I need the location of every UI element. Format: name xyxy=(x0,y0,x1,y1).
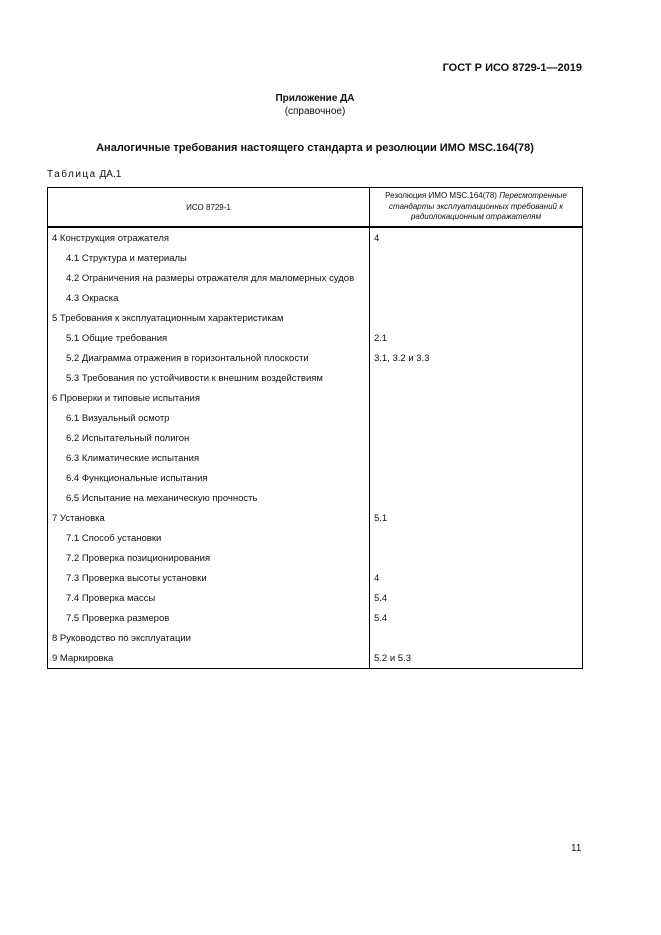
row-reference xyxy=(370,448,583,468)
row-item: 7.1 Способ установки xyxy=(48,528,370,548)
table-row xyxy=(48,628,583,648)
table-row xyxy=(48,308,583,328)
table-row xyxy=(48,408,583,428)
row-reference xyxy=(370,308,583,328)
row-reference: 4 xyxy=(370,227,583,248)
row-reference xyxy=(370,368,583,388)
row-reference xyxy=(370,248,583,268)
table-header-row xyxy=(48,188,583,228)
row-reference: 3.1, 3.2 и 3.3 xyxy=(370,348,583,368)
row-reference: 5.1 xyxy=(370,508,583,528)
row-reference xyxy=(370,488,583,508)
row-item: 7.4 Проверка массы xyxy=(48,588,370,608)
row-item: 6.3 Климатические испытания xyxy=(48,448,370,468)
header-resolution-title: Пересмотренные стандарты эксплуатационных требований к радиолокационным отражателям xyxy=(389,191,567,222)
table-caption-number: ДА.1 xyxy=(99,169,122,180)
table-row xyxy=(48,468,583,488)
row-reference: 5.2 и 5.3 xyxy=(370,648,583,669)
table-row xyxy=(48,428,583,448)
row-reference: 5.4 xyxy=(370,608,583,628)
row-item: 6.2 Испытательный полигон xyxy=(48,428,370,448)
row-item: 4.3 Окраска xyxy=(48,288,370,308)
table-row xyxy=(48,388,583,408)
appendix-subtitle: (справочное) xyxy=(284,106,346,117)
table-caption xyxy=(47,169,121,180)
row-reference: 4 xyxy=(370,568,583,588)
row-item: 4.2 Ограничения на размеры отражателя для маломерных судов xyxy=(48,268,370,288)
row-item: 5.3 Требования по устойчивости к внешним воздействиям xyxy=(48,368,370,388)
row-item: 6.5 Испытание на механическую прочность xyxy=(48,488,370,508)
row-item: 7.5 Проверка размеров xyxy=(48,608,370,628)
table-row xyxy=(48,288,583,308)
row-item: 6.4 Функциональные испытания xyxy=(48,468,370,488)
table-row xyxy=(48,268,583,288)
row-reference: 5.4 xyxy=(370,588,583,608)
table-row xyxy=(48,488,583,508)
appendix-heading xyxy=(0,92,630,118)
header-resolution-prefix: Резолюция ИМО MSC.164(78) xyxy=(385,191,497,201)
table-row xyxy=(48,648,583,669)
table-row xyxy=(48,368,583,388)
page-number: 11 xyxy=(571,843,582,854)
row-item: 5.1 Общие требования xyxy=(48,328,370,348)
standard-designation: ГОСТ Р ИСО 8729-1—2019 xyxy=(442,62,582,74)
table-row xyxy=(48,568,583,588)
table-row xyxy=(48,348,583,368)
appendix-title: Приложение ДА xyxy=(275,93,355,104)
comparison-table xyxy=(47,187,583,669)
row-reference xyxy=(370,428,583,448)
row-item: 4 Конструкция отражателя xyxy=(48,227,370,248)
row-reference: 2.1 xyxy=(370,328,583,348)
row-item: 4.1 Структура и материалы xyxy=(48,248,370,268)
row-reference xyxy=(370,468,583,488)
table-row xyxy=(48,588,583,608)
section-heading: Аналогичные требования настоящего стандарта и резолюции ИМО MSC.164(78) xyxy=(96,142,534,154)
row-item: 7.2 Проверка позиционирования xyxy=(48,548,370,568)
row-item: 6 Проверки и типовые испытания xyxy=(48,388,370,408)
table-row xyxy=(48,608,583,628)
table-row xyxy=(48,528,583,548)
row-reference xyxy=(370,528,583,548)
table-body xyxy=(48,227,583,669)
row-reference xyxy=(370,388,583,408)
table-caption-word: Таблица xyxy=(47,169,97,180)
row-reference xyxy=(370,628,583,648)
row-item: 7 Установка xyxy=(48,508,370,528)
table-row xyxy=(48,248,583,268)
row-item: 5 Требования к эксплуатационным характеристикам xyxy=(48,308,370,328)
header-iso: ИСО 8729-1 xyxy=(48,188,370,228)
row-item: 8 Руководство по эксплуатации xyxy=(48,628,370,648)
row-item: 6.1 Визуальный осмотр xyxy=(48,408,370,428)
row-item: 7.3 Проверка высоты установки xyxy=(48,568,370,588)
table-row xyxy=(48,328,583,348)
table-row xyxy=(48,448,583,468)
row-reference xyxy=(370,408,583,428)
row-item: 5.2 Диаграмма отражения в горизонтальной плоскости xyxy=(48,348,370,368)
table-row xyxy=(48,227,583,248)
table-row xyxy=(48,508,583,528)
row-reference xyxy=(370,548,583,568)
row-item: 9 Маркировка xyxy=(48,648,370,669)
table-row xyxy=(48,548,583,568)
header-resolution xyxy=(370,188,583,228)
row-reference xyxy=(370,268,583,288)
row-reference xyxy=(370,288,583,308)
